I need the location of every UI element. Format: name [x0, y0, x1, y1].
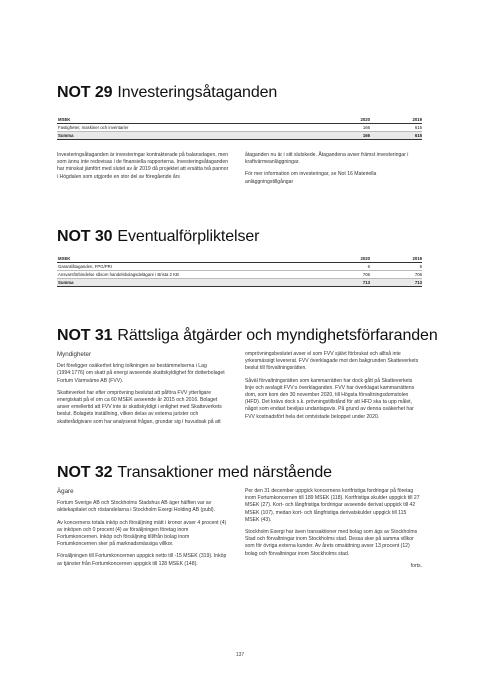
- note-32-title: Transaktioner med närstående: [117, 464, 332, 481]
- section-subheading: Myndigheter: [57, 351, 92, 358]
- paragraph: Av koncernens totala inköp och försäljning mätt i kronor avser 4 procent (4) av inköpen och 0 procent (4) av försäljningen företag inom Fortumkoncernen. Inköp och försäljning till/från bolag inom Fortumkoncernen sker på marknadsmässiga villkor.: [57, 519, 227, 548]
- note-30-number: NOT 30: [57, 228, 113, 245]
- note-29-title: Investeringsåtaganden: [117, 84, 278, 101]
- note-32-number: NOT 32: [57, 464, 113, 481]
- note-31-number: NOT 31: [57, 327, 113, 344]
- paragraph: För mer information om investeringar, se Not 16 Materiella anläggningstillgångar: [245, 171, 377, 185]
- paragraph: Det föreligger osäkerhet kring tolkningen av bestämmelserna i Lag (1994:1776) om skatt på energi avseende skattskyldighet för dotterbolaget Fortum Värmväme AB (FVV).: [57, 363, 225, 384]
- note-32-heading: [57, 464, 332, 482]
- note-30-heading: [57, 228, 259, 246]
- table-sum-row: Summa 713 713: [58, 280, 422, 285]
- paragraph: Försäljningen till Fortumkoncernen uppgick netto till -15 MSEK (319). Inköp av tjänster från Fortumkoncernen uppgick till 128 MSEK (148).: [57, 553, 227, 567]
- table-sum-row: Summa 166 615: [58, 133, 422, 138]
- note-29-table: [57, 116, 422, 140]
- note-29-left-column: [57, 152, 229, 186]
- paragraph: Stockholm Exergi har även transaktioner med bolag som ägs av Stockholms Stad och förvaltningar inom Stockholms stad. Dessa sker på samma villkor som för övriga externa kunder. Av årets omsättning avser 13 procent (12) bolag och förvaltningar inom Stockholms stad.: [245, 529, 418, 557]
- paragraph: Skatteverket har efter omprövning beslutat att påföra FVV ytterligare energiskatt på el om ca 60 MSEK avseende år 2015 och 2016. Bolaget anser emellertid att FVV inte är skattskyldigt i enlighet med Skatteverkets beslut. Bolagets inställning, vilken delas av externa jurister och skatterådgivare som har analyserat frågan, grundar sig i huvudsak på att: [57, 389, 222, 425]
- note-29-number: NOT 29: [57, 84, 113, 101]
- continued-label: forts.: [410, 562, 422, 569]
- paragraph: Per den 31 december uppgick koncernens kortfristiga fordringar på företag inom Fortumkoncernen till 189 MSEK (118). Kortfristiga skulder uppgick till 27 MSEK (27). Kort- och långfristiga fordringar avseende derivat uppgick till 42 MSEK (107), medan kort- och långfristiga derivatskulder uppgick till 115 MSEK (43).: [245, 488, 420, 523]
- paragraph: Såväl förvaltningsrätten som kammarrätten har dock gått på Skatteverkets linje och avslagit FVV:s överklaganden. FVV har överklagat kammarrättens dom, som kom den 30 november 2020, till Högsta förvaltningsdomstolen (HFD). Det krävs dock s.k. prövningstillstånd för att HFD ska ta upp målet, något som endast beviljas undantagsvis. På grund av denna osäkerhet har FVV kostnadsfört hela det omtvistade beloppet under 2020.: [245, 377, 415, 420]
- note-31-left-column: [57, 351, 229, 431]
- paragraph: Fortum Sverige AB och Stockholms Stadshus AB äger hälften var av aktiekapitalet och röstandelarna i Stockholm Exergi Holding AB (publ).: [57, 500, 215, 514]
- table-header-row: MSEK 2020 2019: [58, 117, 422, 122]
- table-header-row: MSEK 2020 2019: [58, 256, 422, 261]
- table-row: Fastigheter, maskiner och inventarier 166 615: [58, 125, 422, 130]
- note-29-heading: [57, 84, 277, 102]
- table-row: Garantiåtaganden, FPG/PRI 6 6: [58, 264, 422, 269]
- note-31-title: Rättsliga åtgärder och myndighetsförfaranden: [117, 327, 438, 344]
- note-31-heading: [57, 327, 438, 345]
- section-subheading: Ägare: [57, 488, 74, 495]
- page-number: 137: [235, 652, 245, 658]
- note-32-right-column: [245, 488, 422, 575]
- paragraph: Investeringsåtaganden är investeringar kontrakterade på balansdagen, men som ännu inte redovisas i de finansiella rapporterna. Investeringsåtaganden har minskat jämfört med slutet av år 2019 då projektet att ersätta två pannor i Högdalen som utgjorde en stor del av föregående års: [57, 152, 229, 180]
- note-30-table: [57, 255, 422, 287]
- paragraph: åtaganden nu är i sitt slutskede. Åtagandena avser främst investeringar i kraftvärmeanläggningar.: [245, 152, 409, 166]
- note-29-right-column: [245, 152, 422, 191]
- note-30-title: Eventualförpliktelser: [117, 228, 260, 245]
- paragraph: omprövningsbeslutet avser el som FVV självt förbrukat och alltså inte yrkesmässigt levererat. FVV överklagade mot den bakgrunden Skatteverkets beslut till förvaltningsrätten.: [245, 351, 419, 372]
- note-32-left-column: [57, 488, 229, 573]
- table-row: Ansvarsförbindelse såsom handelsbolagsdelägare i Brista 2 KB 706 706: [58, 272, 422, 277]
- note-31-right-column: [245, 351, 422, 426]
